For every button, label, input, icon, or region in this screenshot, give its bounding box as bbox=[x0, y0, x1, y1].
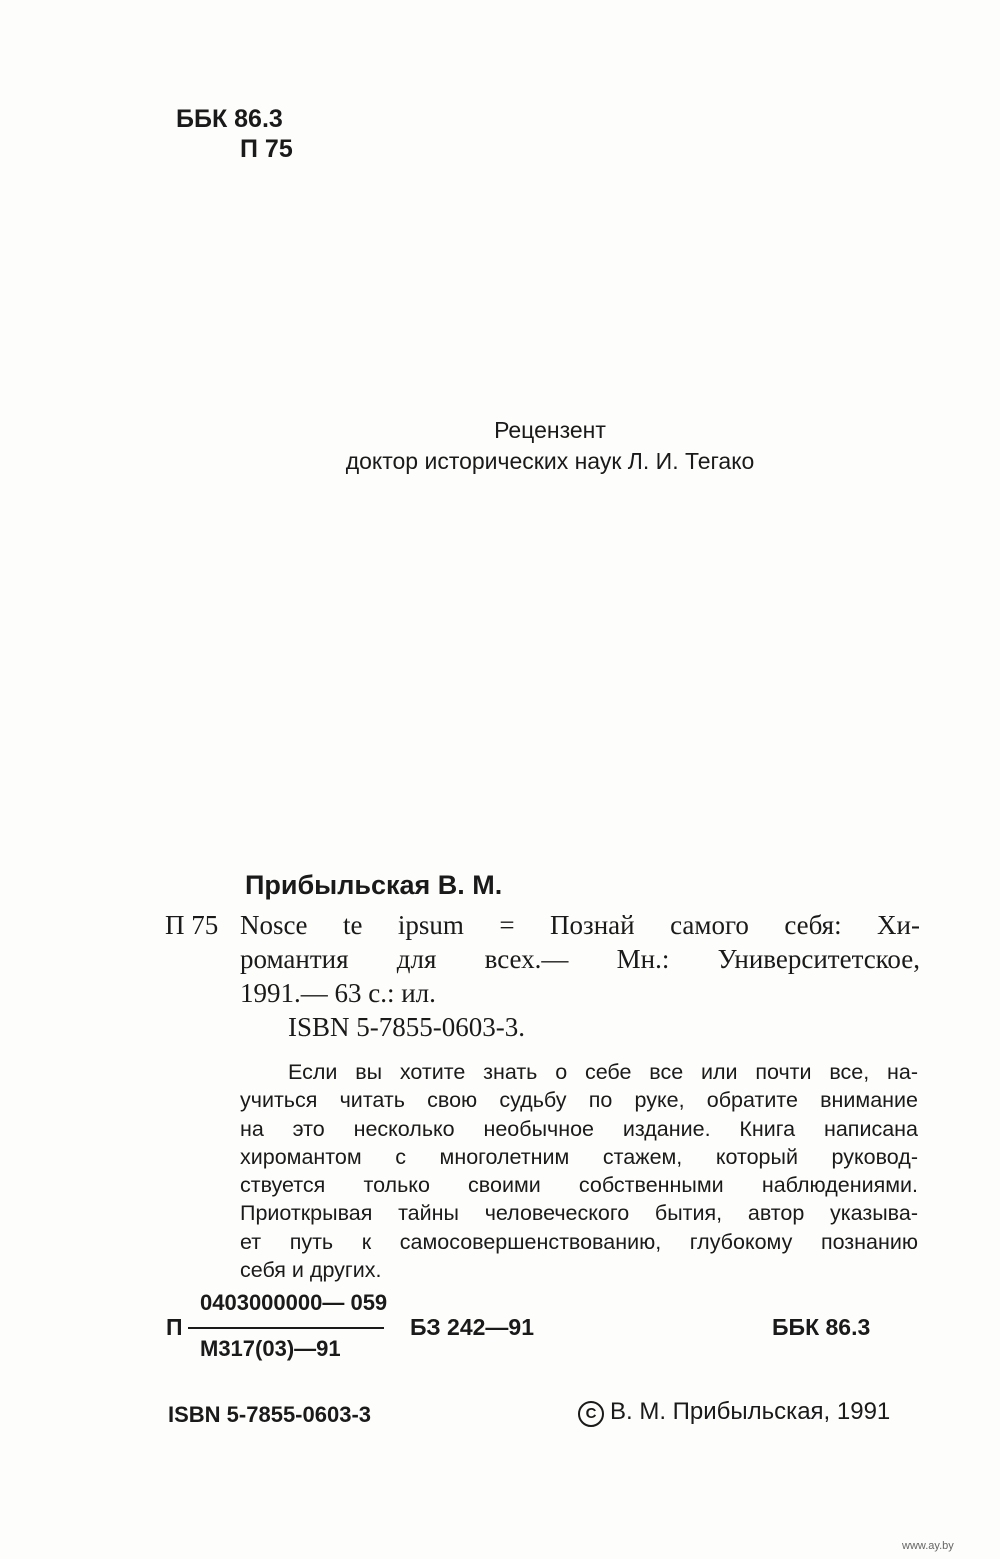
fraction-rule bbox=[188, 1327, 384, 1329]
annotation-line: себя и других. bbox=[240, 1258, 382, 1283]
bbk-index-header bbox=[176, 104, 293, 164]
reviewer-block bbox=[300, 415, 800, 477]
bib-line: 1991.— 63 с.: ил. bbox=[240, 978, 436, 1008]
annotation-line: хиромантом с многолетним стажем, который руковод- bbox=[240, 1144, 918, 1169]
imprint-numerator: 0403000000— 059 bbox=[200, 1290, 388, 1315]
annotation-line: учиться читать свою судьбу по руке, обратите внимание bbox=[240, 1088, 918, 1113]
site-watermark: www.ay.by bbox=[902, 1540, 954, 1552]
catalog-author: Прибыльская В. М. bbox=[245, 870, 503, 900]
bib-isbn: ISBN 5-7855-0603-3. bbox=[288, 1012, 525, 1042]
annotation-line: Если вы хотите знать о себе все или почти все, на- bbox=[288, 1060, 918, 1084]
annotation-line: ствуется только своими собственными наблюдениями. bbox=[240, 1173, 918, 1198]
catalog-code: П 75 bbox=[165, 910, 219, 940]
bibliographic-description bbox=[240, 908, 920, 1044]
imprint-letter: П bbox=[166, 1314, 183, 1340]
imprint-isbn: ISBN 5-7855-0603-3 bbox=[168, 1402, 372, 1427]
reviewer-name: доктор исторических наук Л. И. Тегако bbox=[345, 448, 755, 474]
bib-line: романтия для всех.— Мн.: Университетское, bbox=[240, 944, 920, 974]
annotation-line: Приоткрывая тайны человеческого бытия, автор указыва- bbox=[240, 1201, 918, 1226]
imprint-bz: БЗ 242—91 bbox=[410, 1314, 534, 1340]
author-mark: П 75 bbox=[240, 135, 293, 163]
imprint-denominator: М317(03)—91 bbox=[200, 1336, 341, 1361]
reviewer-title: Рецензент bbox=[494, 417, 606, 443]
bbk-code: ББК 86.3 bbox=[176, 105, 283, 133]
annotation bbox=[240, 1058, 918, 1284]
copyright-notice bbox=[578, 1398, 890, 1427]
imprint-bbk: ББК 86.3 bbox=[772, 1314, 871, 1340]
bib-line: Nosce te ipsum = Познай самого себя: Хи- bbox=[240, 910, 920, 940]
copyright-text: В. М. Прибыльская, 1991 bbox=[610, 1398, 891, 1425]
annotation-line: ет путь к самосовершенствованию, глубокому познанию bbox=[240, 1229, 918, 1254]
copyright-icon: C bbox=[578, 1401, 604, 1427]
annotation-line: на это несколько необычное издание. Книга написана bbox=[240, 1116, 918, 1141]
